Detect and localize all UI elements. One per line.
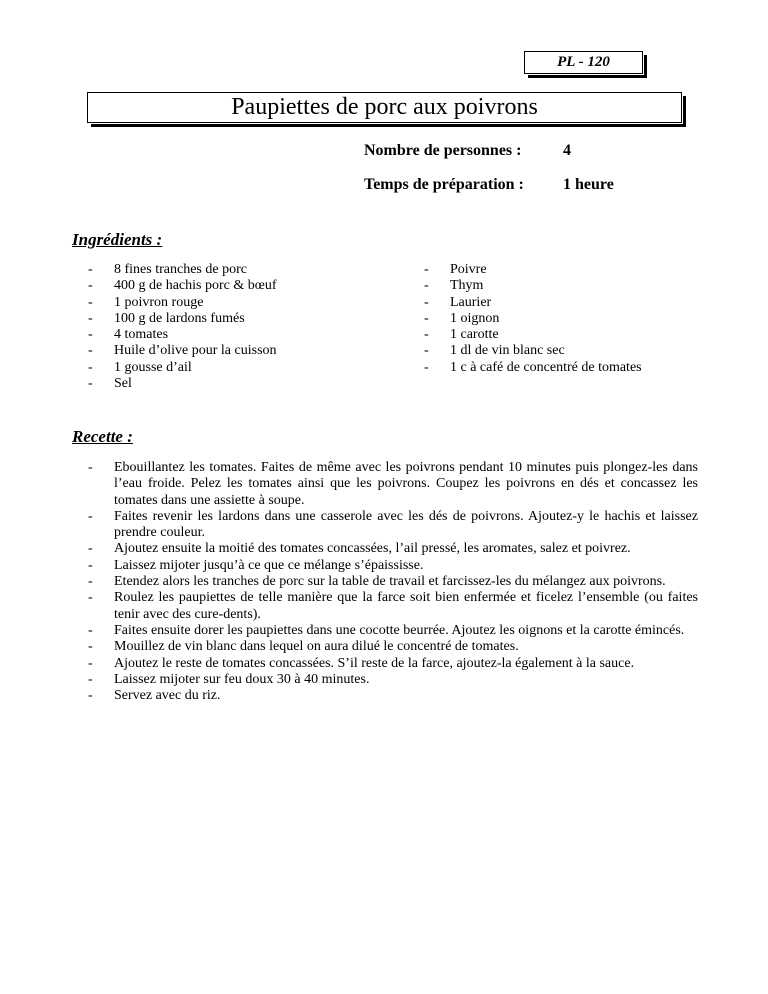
list-item: - Poivre [424,262,724,278]
persons-value: 4 [563,142,571,159]
recipe-step: - Etendez alors les tranches de porc sur la table de travail et farcissez-les du mélangez aux poivrons. [88,574,698,590]
recipe-step: - Laissez mijoter jusqu’à ce que ce mélange s’épaississe. [88,558,698,574]
ingredients-list-right [424,262,724,376]
list-item: - 400 g de hachis porc & bœuf [88,278,388,294]
ingredients-list-left [88,262,388,392]
recipe-heading: Recette : [72,427,133,446]
list-item: - 8 fines tranches de porc [88,262,388,278]
recipe-step: - Laissez mijoter sur feu doux 30 à 40 minutes. [88,672,698,688]
recipe-step: - Ajoutez ensuite la moitié des tomates concassées, l’ail pressé, les aromates, salez et poivrez. [88,541,698,557]
recipe-step: - Mouillez de vin blanc dans lequel on aura dilué le concentré de tomates. [88,639,698,655]
recipe-step: - Roulez les paupiettes de telle manière que la farce soit bien enfermée et ficelez l’ensemble (ou faites tenir avec des cure-dents). [88,590,698,623]
recipe-steps [88,460,698,704]
list-item: - Laurier [424,295,724,311]
recipe-step: - Ebouillantez les tomates. Faites de même avec les poivrons pendant 10 minutes puis plongez-les dans l’eau froide. Pelez les tomates ainsi que les poivrons. Coupez les poivrons en dés et concassez les tomates dans une assiette à soupe. [88,460,698,509]
list-item: - 1 poivron rouge [88,295,388,311]
page-title: Paupiettes de porc aux poivrons [87,92,682,123]
persons-label: Nombre de personnes : [364,142,522,159]
ingredients-heading: Ingrédients : [72,230,163,249]
recipe-code: PL - 120 [524,51,643,74]
list-item: - 1 dl de vin blanc sec [424,343,724,359]
list-item: - Huile d’olive pour la cuisson [88,343,388,359]
recipe-step: - Ajoutez le reste de tomates concassées. S’il reste de la farce, ajoutez-la également à la sauce. [88,656,698,672]
list-item: - 4 tomates [88,327,388,343]
list-item: - 100 g de lardons fumés [88,311,388,327]
list-item: - Sel [88,376,388,392]
time-value: 1 heure [563,176,614,193]
list-item: - Thym [424,278,724,294]
recipe-step: - Servez avec du riz. [88,688,698,704]
list-item: - 1 oignon [424,311,724,327]
time-label: Temps de préparation : [364,176,524,193]
list-item: - 1 gousse d’ail [88,360,388,376]
recipe-step: - Faites ensuite dorer les paupiettes dans une cocotte beurrée. Ajoutez les oignons et la carotte émincés. [88,623,698,639]
list-item: - 1 c à café de concentré de tomates [424,360,724,376]
recipe-step: - Faites revenir les lardons dans une casserole avec les dés de poivrons. Ajoutez-y le hachis et laissez prendre couleur. [88,509,698,542]
list-item: - 1 carotte [424,327,724,343]
